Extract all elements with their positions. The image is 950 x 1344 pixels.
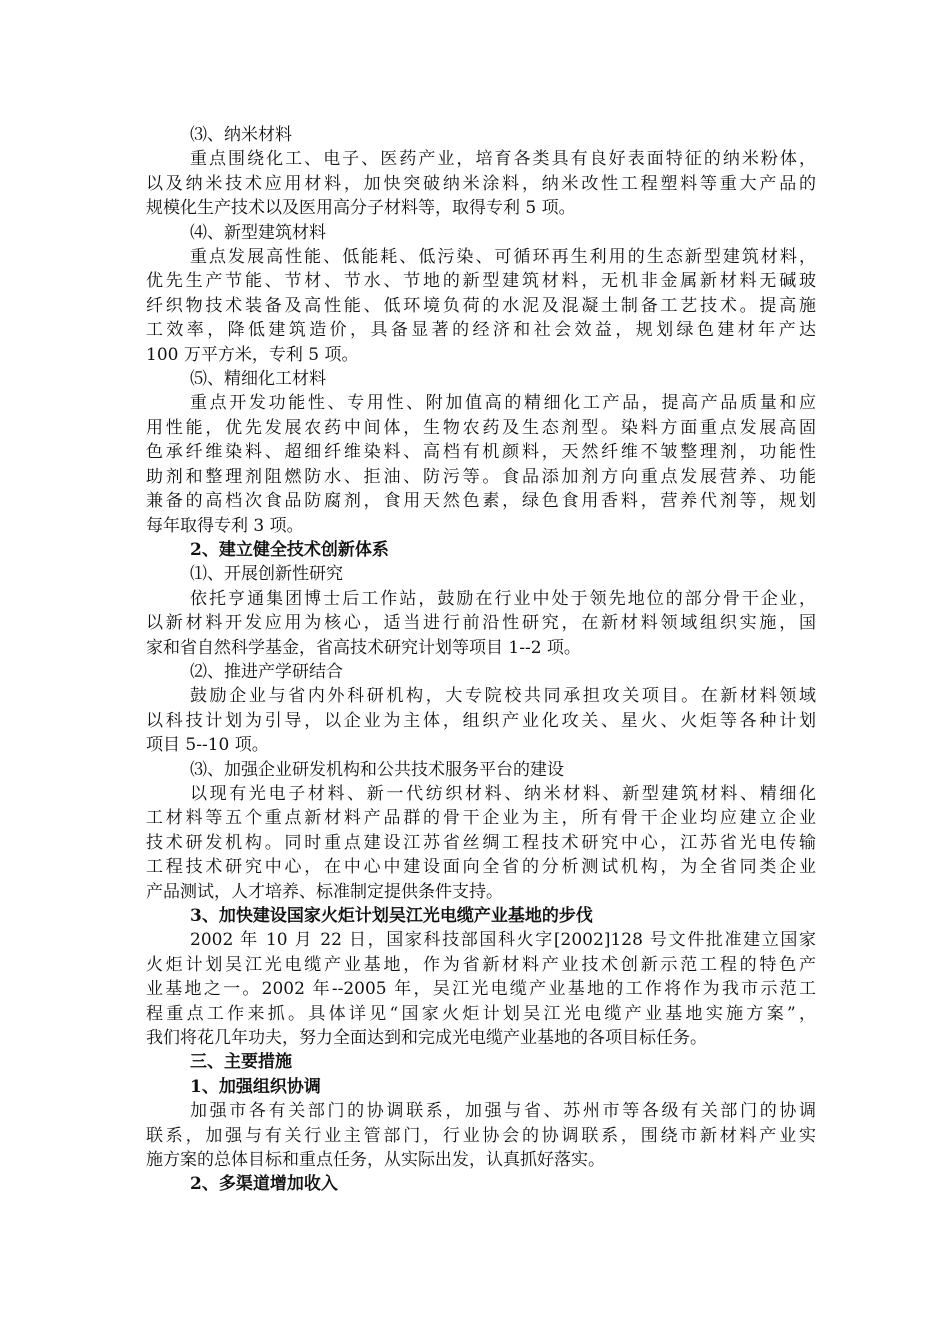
text-line: 加强市各有关部门的协调联系，加强与省、苏州市等各级有关部门的协调 <box>190 1101 816 1122</box>
text-line: 家和省自然科学基金，省高技术研究计划等项目 1--2 项。 <box>146 637 581 658</box>
text-line: 联系，加强与有关行业主管部门，行业协会的协调联系，围绕市新材料产业实 <box>146 1125 816 1146</box>
paragraph <box>146 587 816 660</box>
text-line: 用性能，优先发展农药中间体，生物农药及生态剂型。染料方面重点发展高固 <box>146 417 816 438</box>
text-line: 助剂和整理剂阻燃防水、拒油、防污等。食品添加剂方向重点发展营养、功能 <box>146 466 816 487</box>
text-line: 工材料等五个重点新材料产品群的骨干企业为主，所有骨干企业均应建立企业 <box>146 808 816 829</box>
paragraph <box>146 928 816 1050</box>
text-line: 火炬计划吴江光电缆产业基地，作为省新材料产业技术创新示范工程的特色产 <box>146 954 816 975</box>
text-line: 鼓励企业与省内外科研机构，大专院校共同承担攻关项目。在新材料领域 <box>190 686 816 707</box>
text-line: 我们将花几年功夫，努力全面达到和完成光电缆产业基地的各项目标任务。 <box>146 1028 707 1049</box>
text-line: 项目 5--10 项。 <box>146 735 269 756</box>
text-line: 依托亨通集团博士后工作站，鼓励在行业中处于领先地位的部分骨干企业， <box>190 588 816 609</box>
text-line: 色承纤维染料、超细纤维染料、高档有机颜料，天然纤维不皱整理剂，功能性 <box>146 442 816 463</box>
text-line: 工效率，降低建筑造价，具备显著的经济和社会效益，规划绿色建材年产达 <box>146 320 816 341</box>
section-heading <box>146 1172 816 1196</box>
text-line: 纤织物技术装备及高性能、低环境负荷的水泥及混凝土制备工艺技术。提高施 <box>146 295 816 316</box>
subsection-heading <box>146 367 816 391</box>
text-line: 3、加快建设国家火炬计划吴江光电缆产业基地的步伐 <box>190 906 593 926</box>
text-line: 工程技术研究中心，在中心中建设面向全省的分析测试机构，为全省同类企业 <box>146 857 816 878</box>
text-line: 兼备的高档次食品防腐剂，食用天然色素，绿色食用香料，营养代剂等，规划 <box>146 491 816 512</box>
text-line: ⑶、纳米材料 <box>190 125 292 145</box>
text-line: 1、加强组织协调 <box>190 1076 321 1097</box>
text-line: 2002 年 10 月 22 日，国家科技部国科火字[2002]128 号文件批准建立国家 <box>190 930 816 951</box>
text-line: ⑸、精细化工材料 <box>190 369 326 390</box>
section-heading <box>146 1050 816 1074</box>
section-heading <box>146 1075 816 1099</box>
paragraph <box>146 147 816 220</box>
paragraph <box>146 782 816 904</box>
text-line: 重点开发功能性、专用性、附加值高的精细化工产品，提高产品质量和应 <box>190 393 816 414</box>
section-heading <box>146 538 816 562</box>
subsection-heading <box>146 660 816 684</box>
text-line: 规模化生产技术以及医用高分子材料等，取得专利 5 项。 <box>146 198 576 219</box>
text-line: 产品测试，人才培养、标准制定提供条件支持。 <box>146 881 503 902</box>
text-line: 重点发展高性能、低能耗、低污染、可循环再生利用的生态新型建筑材料， <box>190 247 816 268</box>
text-line: 以科技计划为引导，以企业为主体，组织产业化攻关、星火、火炬等各种计划 <box>146 710 816 731</box>
subsection-heading <box>146 758 816 782</box>
subsection-heading <box>146 123 816 147</box>
text-line: 每年取得专利 3 项。 <box>146 515 304 536</box>
text-line: 程重点工作来抓。具体详见“国家火炬计划吴江光电缆产业基地实施方案”， <box>146 1003 816 1024</box>
text-line: 2、多渠道增加收入 <box>190 1174 338 1195</box>
text-line: ⑷、新型建筑材料 <box>190 222 326 243</box>
paragraph <box>146 245 816 367</box>
text-line: 重点围绕化工、电子、医药产业，培育各类具有良好表面特征的纳米粉体， <box>190 149 816 170</box>
document-page <box>146 123 816 1197</box>
text-line: 以及纳米技术应用材料，加快突破纳米涂料，纳米改性工程塑料等重大产品的 <box>146 173 816 194</box>
subsection-heading <box>146 562 816 586</box>
text-line: ⑴、开展创新性研究 <box>190 564 343 585</box>
text-line: 施方案的总体目标和重点任务，从实际出发，认真抓好落实。 <box>146 1150 605 1171</box>
paragraph <box>146 391 816 537</box>
text-line: 以新材料开发应用为核心，适当进行前沿性研究，在新材料领域组织实施，国 <box>146 613 816 634</box>
text-line: 三、主要措施 <box>190 1052 292 1073</box>
text-line: ⑶、加强企业研发机构和公共技术服务平台的建设 <box>190 759 564 780</box>
paragraph <box>146 684 816 757</box>
text-line: 业基地之一。2002 年--2005 年，吴江光电缆产业基地的工作将作为我市示范工 <box>146 979 816 1000</box>
text-line: 优先生产节能、节材、节水、节地的新型建筑材料，无机非金属新材料无碱玻 <box>146 271 816 292</box>
text-line: 100 万平方米，专利 5 项。 <box>146 344 359 365</box>
text-line: 技术研发机构。同时重点建设江苏省丝绸工程技术研究中心，江苏省光电传输 <box>146 832 816 853</box>
text-line: 以现有光电子材料、新一代纺织材料、纳米材料、新型建筑材料、精细化 <box>190 783 816 804</box>
text-line: ⑵、推进产学研结合 <box>190 661 343 682</box>
subsection-heading <box>146 221 816 245</box>
paragraph <box>146 1099 816 1172</box>
text-line: 2、建立健全技术创新体系 <box>190 539 389 560</box>
section-heading <box>146 904 816 928</box>
